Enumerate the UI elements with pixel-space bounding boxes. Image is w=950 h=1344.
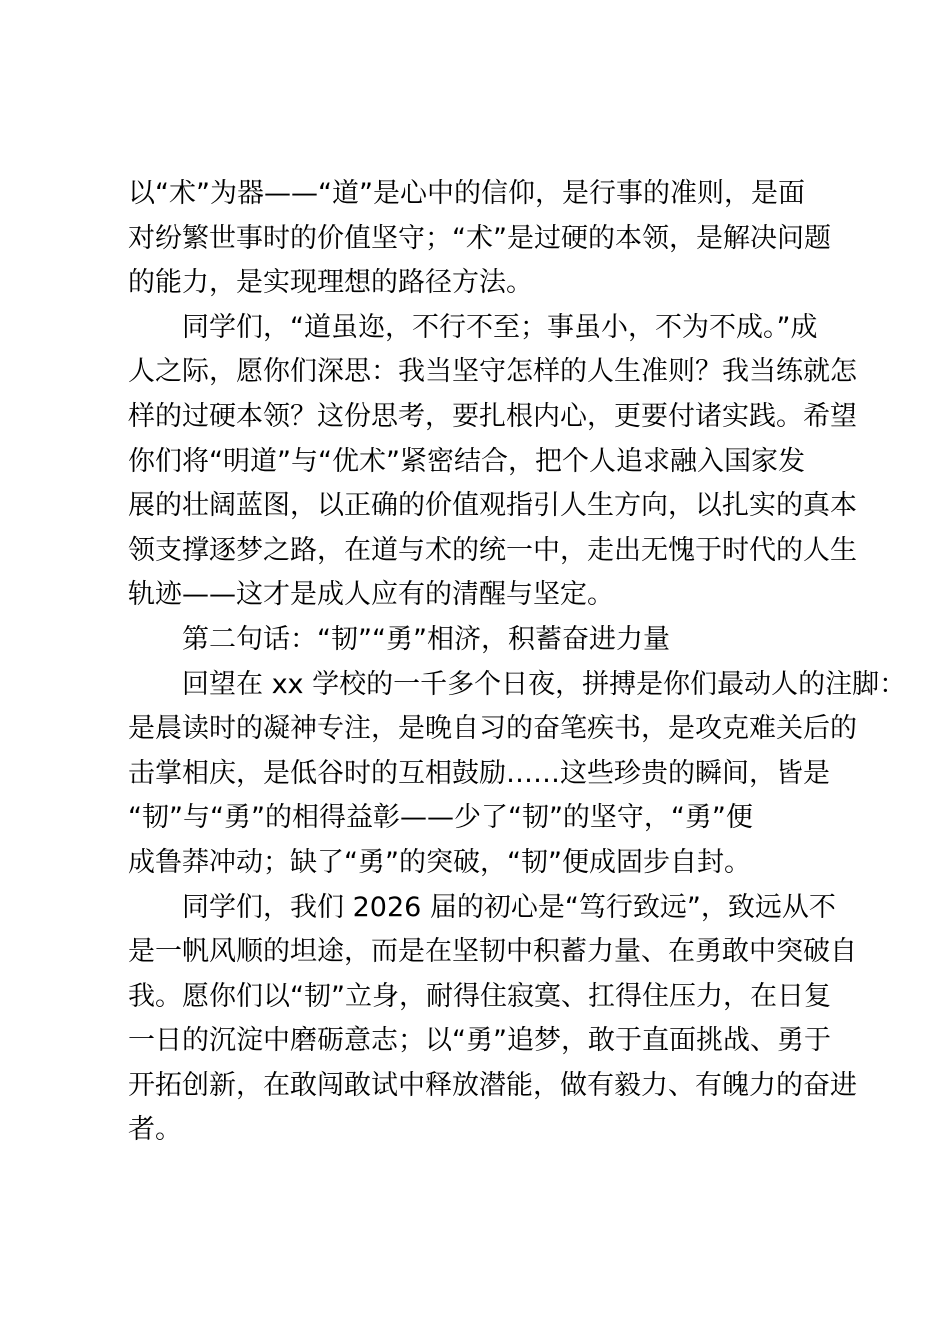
- text-line: 样的过硬本领？这份思考，要扎根内心，更要付诸实践。希望: [128, 400, 857, 432]
- text-line: 我。愿你们以“韧”立身，耐得住寂寞、扛得住压力，在日复: [128, 980, 831, 1012]
- text-line: 是晨读时的凝神专注，是晚自习的奋笔疾书，是攻克难关后的: [128, 713, 857, 745]
- text-line: 对纷繁世事时的价值坚守；“术”是过硬的本领，是解决问题: [128, 222, 831, 254]
- text-line: 一日的沉淀中磨砺意志；以“勇”追梦，敢于直面挑战、勇于: [128, 1025, 831, 1057]
- text-line: 同学们，我们 2026 届的初心是“笃行致远”，致远从不: [128, 891, 836, 923]
- text-line: 你们将“明道”与“优术”紧密结合，把个人追求融入国家发: [128, 445, 805, 477]
- text-line: “韧”与“勇”的相得益彰——少了“韧”的坚守，“勇”便: [128, 802, 753, 834]
- text-line: 者。: [128, 1114, 182, 1146]
- text-line: 是一帆风顺的坦途，而是在坚韧中积蓄力量、在勇敢中突破自: [128, 936, 857, 968]
- text-line: 领支撑逐梦之路，在道与术的统一中，走出无愧于时代的人生: [128, 534, 857, 566]
- text-line: 回望在 xx 学校的一千多个日夜，拼搏是你们最动人的注脚：: [128, 668, 907, 700]
- text-line: 击掌相庆，是低谷时的互相鼓励……这些珍贵的瞬间，皆是: [128, 757, 830, 789]
- text-line: 的能力，是实现理想的路径方法。: [128, 267, 533, 299]
- section-heading: 第二句话：“韧”“勇”相济，积蓄奋进力量: [128, 623, 670, 655]
- text-line: 展的壮阔蓝图，以正确的价值观指引人生方向，以扎实的真本: [128, 490, 857, 522]
- body-text: [128, 172, 907, 1153]
- text-line: 同学们，“道虽迩，不行不至；事虽小，不为不成。”成: [128, 311, 818, 343]
- text-line: 人之际，愿你们深思：我当坚守怎样的人生准则？我当练就怎: [128, 356, 857, 388]
- text-line: 轨迹——这才是成人应有的清醒与坚定。: [128, 579, 614, 611]
- text-line: 以“术”为器——“道”是心中的信仰，是行事的准则，是面: [128, 178, 805, 209]
- text-line: 成鲁莽冲动；缺了“勇”的突破，“韧”便成固步自封。: [128, 846, 751, 878]
- text-line: 开拓创新，在敢闯敢试中释放潜能，做有毅力、有魄力的奋进: [128, 1069, 857, 1101]
